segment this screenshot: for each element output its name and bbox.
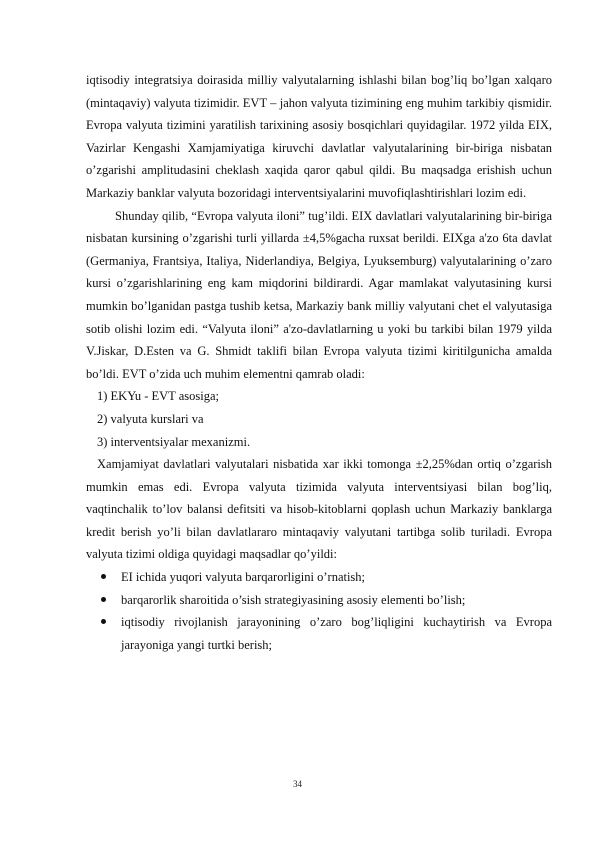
numbered-list [86,385,552,453]
bullet-text: barqarorlik sharoitida o’sish strategiyasining asosiy elementi bo’lish; [121,592,466,607]
bullet-text: iqtisodiy rivojlanish jarayonining o’zaro bog’liqligini kuchaytirish va Evropa jarayoniga yangi turtki berish; [121,615,552,652]
bullet-icon [101,574,106,579]
numbered-list-item: 1) EKYu - EVT asosiga; [97,389,219,404]
bullet-list [86,566,552,656]
bullet-list-item [86,566,552,589]
bullet-list-item [86,589,552,612]
bullet-icon [101,597,106,602]
paragraph-community-states: Xamjamiyat davlatlari valyutalari nisbatida xar ikki tomonga ±2,25%dan ortiq o’zgarish mumkin emas edi. Evropa valyuta tizimida valyuta interventsiyasi bilan bog’liq, vaqtinchalik to’lov balansi defitsiti va hisob-kitoblarni qoplash uchun Markaziy banklarga kredit berish yo’li bilan davlatlararo mintaqaviy valyutani tartibga solib turiladi. Evropa valyuta tizimi oldiga quyidagi maqsadlar qo’yildi: [86,457,552,562]
document-body [86,69,552,656]
paragraph-currency-snake: Shunday qilib, “Evropa valyuta iloni” tug’ildi. EIX davlatlari valyutalarining bir-biriga nisbatan kursining o’zgarishi turli yillarda ±4,5%gacha ruxsat berildi. EIXga a'zo 6ta davlat (Germaniya, Frantsiya, Italiya, Niderlandiya, Belgiya, Lyuksemburg) valyutalarining o’zaro kursi o’zgarishlarining eng kam miqdorini bildirardi. Agar mamlakat valyutasining kursi mumkin bo’lganidan pastga tushib ketsa, Markaziy bank milliy valyutani chet el valyutasiga sotib olishi lozim edi. “Valyuta iloni” a'zo-davlatlarning u yoki bu tarkibi bilan 1979 yilda V.Jiskar, D.Esten va G. Shmidt taklifi bilan Evropa valyuta tizimi kiritilgunicha amalda bo’ldi. EVT o’zida uch muhim elementni qamrab oladi: [86,208,552,381]
numbered-list-item: 2) valyuta kurslari va [97,411,204,426]
bullet-list-item [86,611,552,656]
paragraph-intro: iqtisodiy integratsiya doirasida milliy valyutalarning ishlashi bilan bog’liq bo’lgan xalqaro (mintaqaviy) valyuta tizimidir. EVT – jahon valyuta tizimining eng muhim tarkibiy qismidir. Evropa valyuta tizimini yaratilish tarixining asosiy bosqichlari quyidagilar. 1972 yilda EIX, Vazirlar Kengashi Xamjamiyatiga kiruvchi davlatlar valyutalarining bir-biriga nisbatan o’zgarishi amplitudasini cheklash xaqida qaror qabul qildi. Bu maqsadga erishish uchun Markaziy banklar valyuta bozoridagi interventsiyalarini muvofiqlashtirishlari lozim edi. [86,73,552,200]
bullet-icon [101,619,106,624]
numbered-list-item: 3) interventsiyalar mexanizmi. [97,434,251,449]
page-number: 34 [293,779,302,789]
bullet-text: EI ichida yuqori valyuta barqarorligini o’rnatish; [121,570,366,585]
